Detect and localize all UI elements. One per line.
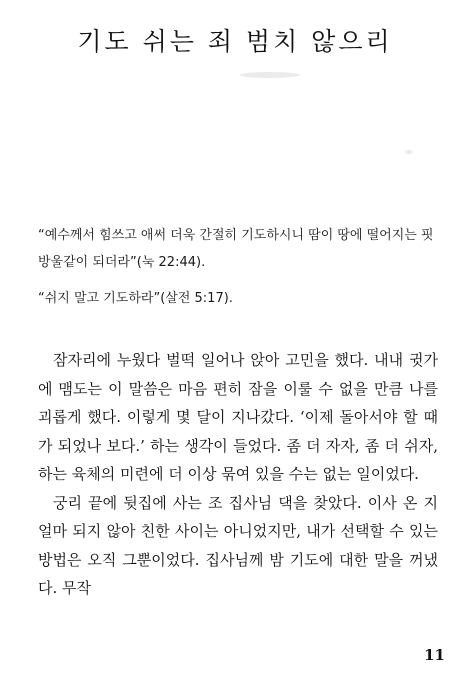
- paragraph: 잠자리에 누웠다 벌떡 일어나 앉아 고민을 했다. 내내 귓가에 맴도는 이 말씀은 마음 편히 잠을 이룰 수 없을 만큼 나를 괴롭게 했다. 이렇게 몇 달이 지나갔다. ‘이제 돌아서야 할 때가 되었나 보다.’ 하는 생각이 들었다. 좀 더 자자, 좀 더 쉬자, 하는 육체의 미련에 더 이상 묶여 있을 수는 없는 일이었다.: [38, 351, 438, 483]
- scripture-quotes: [38, 222, 438, 312]
- body-text: [38, 346, 438, 603]
- scripture-verse: “쉬지 말고 기도하라”(살전 5:17).: [38, 291, 233, 306]
- scripture-verse: “예수께서 힘쓰고 애써 더욱 간절히 기도하시니 땀이 땅에 떨어지는 핏방울같이 되더라”(눅 22:44).: [38, 228, 434, 270]
- chapter-title: 기도 쉬는 죄 범치 않으리: [77, 27, 393, 56]
- print-smudge: [240, 72, 300, 78]
- print-smudge: [405, 150, 413, 154]
- paragraph: 궁리 끝에 뒷집에 사는 조 집사님 댁을 찾았다. 이사 온 지 얼마 되지 않아 친한 사이는 아니었지만, 내가 선택할 수 있는 방법은 오직 그뿐이었다. 집사님께 밤 기도에 대한 말을 꺼냈다. 무작: [38, 493, 438, 597]
- page-number: 11: [424, 646, 445, 664]
